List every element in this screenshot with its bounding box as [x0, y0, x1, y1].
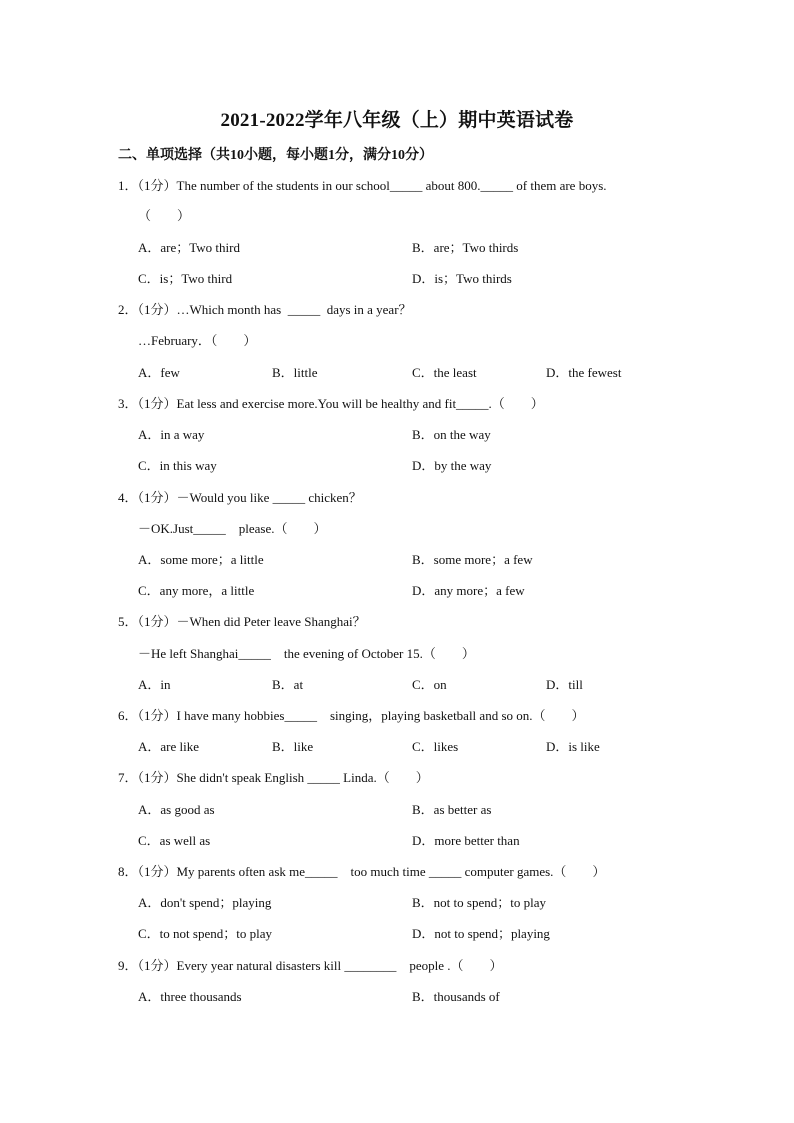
question-8-option-c[interactable]: C．to not spend；to play [138, 926, 272, 941]
question-2-option-c[interactable]: C．the least [412, 365, 477, 380]
question-9-option-b[interactable]: B．thousands of [412, 989, 500, 1004]
question-6-option-d[interactable]: D．is like [546, 739, 600, 754]
section-heading: 二、单项选择（共10小题，每小题1分，满分10分） [118, 148, 433, 163]
question-6-stem: 6．（1分）I have many hobbies_____ singing，playing basketball and so on.（ ） [118, 708, 585, 723]
question-2-option-b[interactable]: B．little [272, 365, 318, 380]
question-4-option-b[interactable]: B．some more；a few [412, 552, 533, 567]
question-7-stem: 7．（1分）She didn't speak English _____ Linda.（ ） [118, 770, 429, 785]
question-3-option-b[interactable]: B．on the way [412, 427, 491, 442]
question-4-stem: 4．（1分）－Would you like _____ chicken？ [118, 490, 362, 505]
question-4-option-d[interactable]: D．any more；a few [412, 583, 525, 598]
question-5-stem: 5．（1分）－When did Peter leave Shanghai？ [118, 614, 366, 629]
question-1-option-b[interactable]: B．are；Two thirds [412, 240, 519, 255]
question-8-stem: 8．（1分）My parents often ask me_____ too much time _____ computer games.（ ） [118, 864, 606, 879]
question-1-option-c[interactable]: C．is；Two third [138, 271, 233, 286]
question-8-option-a[interactable]: A．don't spend；playing [138, 895, 272, 910]
question-4-reply: －OK.Just_____ please.（ ） [138, 521, 327, 536]
question-1-bracket: （ ） [138, 208, 191, 223]
question-2-stem: 2．（1分）…Which month has _____ days in a year？ [118, 302, 412, 317]
question-3-option-d[interactable]: D．by the way [412, 458, 492, 473]
question-1-option-d[interactable]: D．is；Two thirds [412, 271, 512, 286]
question-5-option-c[interactable]: C．on [412, 677, 447, 692]
question-1-option-a[interactable]: A．are；Two third [138, 240, 240, 255]
question-3-option-c[interactable]: C．in this way [138, 458, 217, 473]
question-2-option-a[interactable]: A．few [138, 365, 180, 380]
question-7-option-d[interactable]: D．more better than [412, 833, 520, 848]
question-5-reply: －He left Shanghai_____ the evening of October 15.（ ） [138, 646, 475, 661]
page-title: 2021-2022学年八年级（上）期中英语试卷 [220, 110, 574, 131]
question-5-option-a[interactable]: A．in [138, 677, 171, 692]
question-2-answer-line: …February．（ ） [138, 333, 257, 348]
question-4-option-a[interactable]: A．some more；a little [138, 552, 264, 567]
question-2-option-d[interactable]: D．the fewest [546, 365, 622, 380]
question-7-option-a[interactable]: A．as good as [138, 802, 215, 817]
question-6-option-b[interactable]: B．like [272, 739, 314, 754]
question-3-stem: 3．（1分）Eat less and exercise more.You will be healthy and fit_____.（ ） [118, 396, 544, 411]
question-1-stem: 1．（1分）The number of the students in our school_____ about 800._____ of them are boys. [118, 178, 607, 193]
question-9-option-a[interactable]: A．three thousands [138, 989, 242, 1004]
question-3-option-a[interactable]: A．in a way [138, 427, 205, 442]
question-7-option-c[interactable]: C．as well as [138, 833, 211, 848]
question-6-option-a[interactable]: A．are like [138, 739, 200, 754]
question-8-option-d[interactable]: D．not to spend；playing [412, 926, 550, 941]
question-5-option-b[interactable]: B．at [272, 677, 304, 692]
question-4-option-c[interactable]: C．any more，a little [138, 583, 255, 598]
question-9-stem: 9．（1分）Every year natural disasters kill ________ people .（ ） [118, 958, 503, 973]
question-8-option-b[interactable]: B．not to spend；to play [412, 895, 546, 910]
question-7-option-b[interactable]: B．as better as [412, 802, 492, 817]
question-6-option-c[interactable]: C．likes [412, 739, 459, 754]
question-5-option-d[interactable]: D．till [546, 677, 583, 692]
